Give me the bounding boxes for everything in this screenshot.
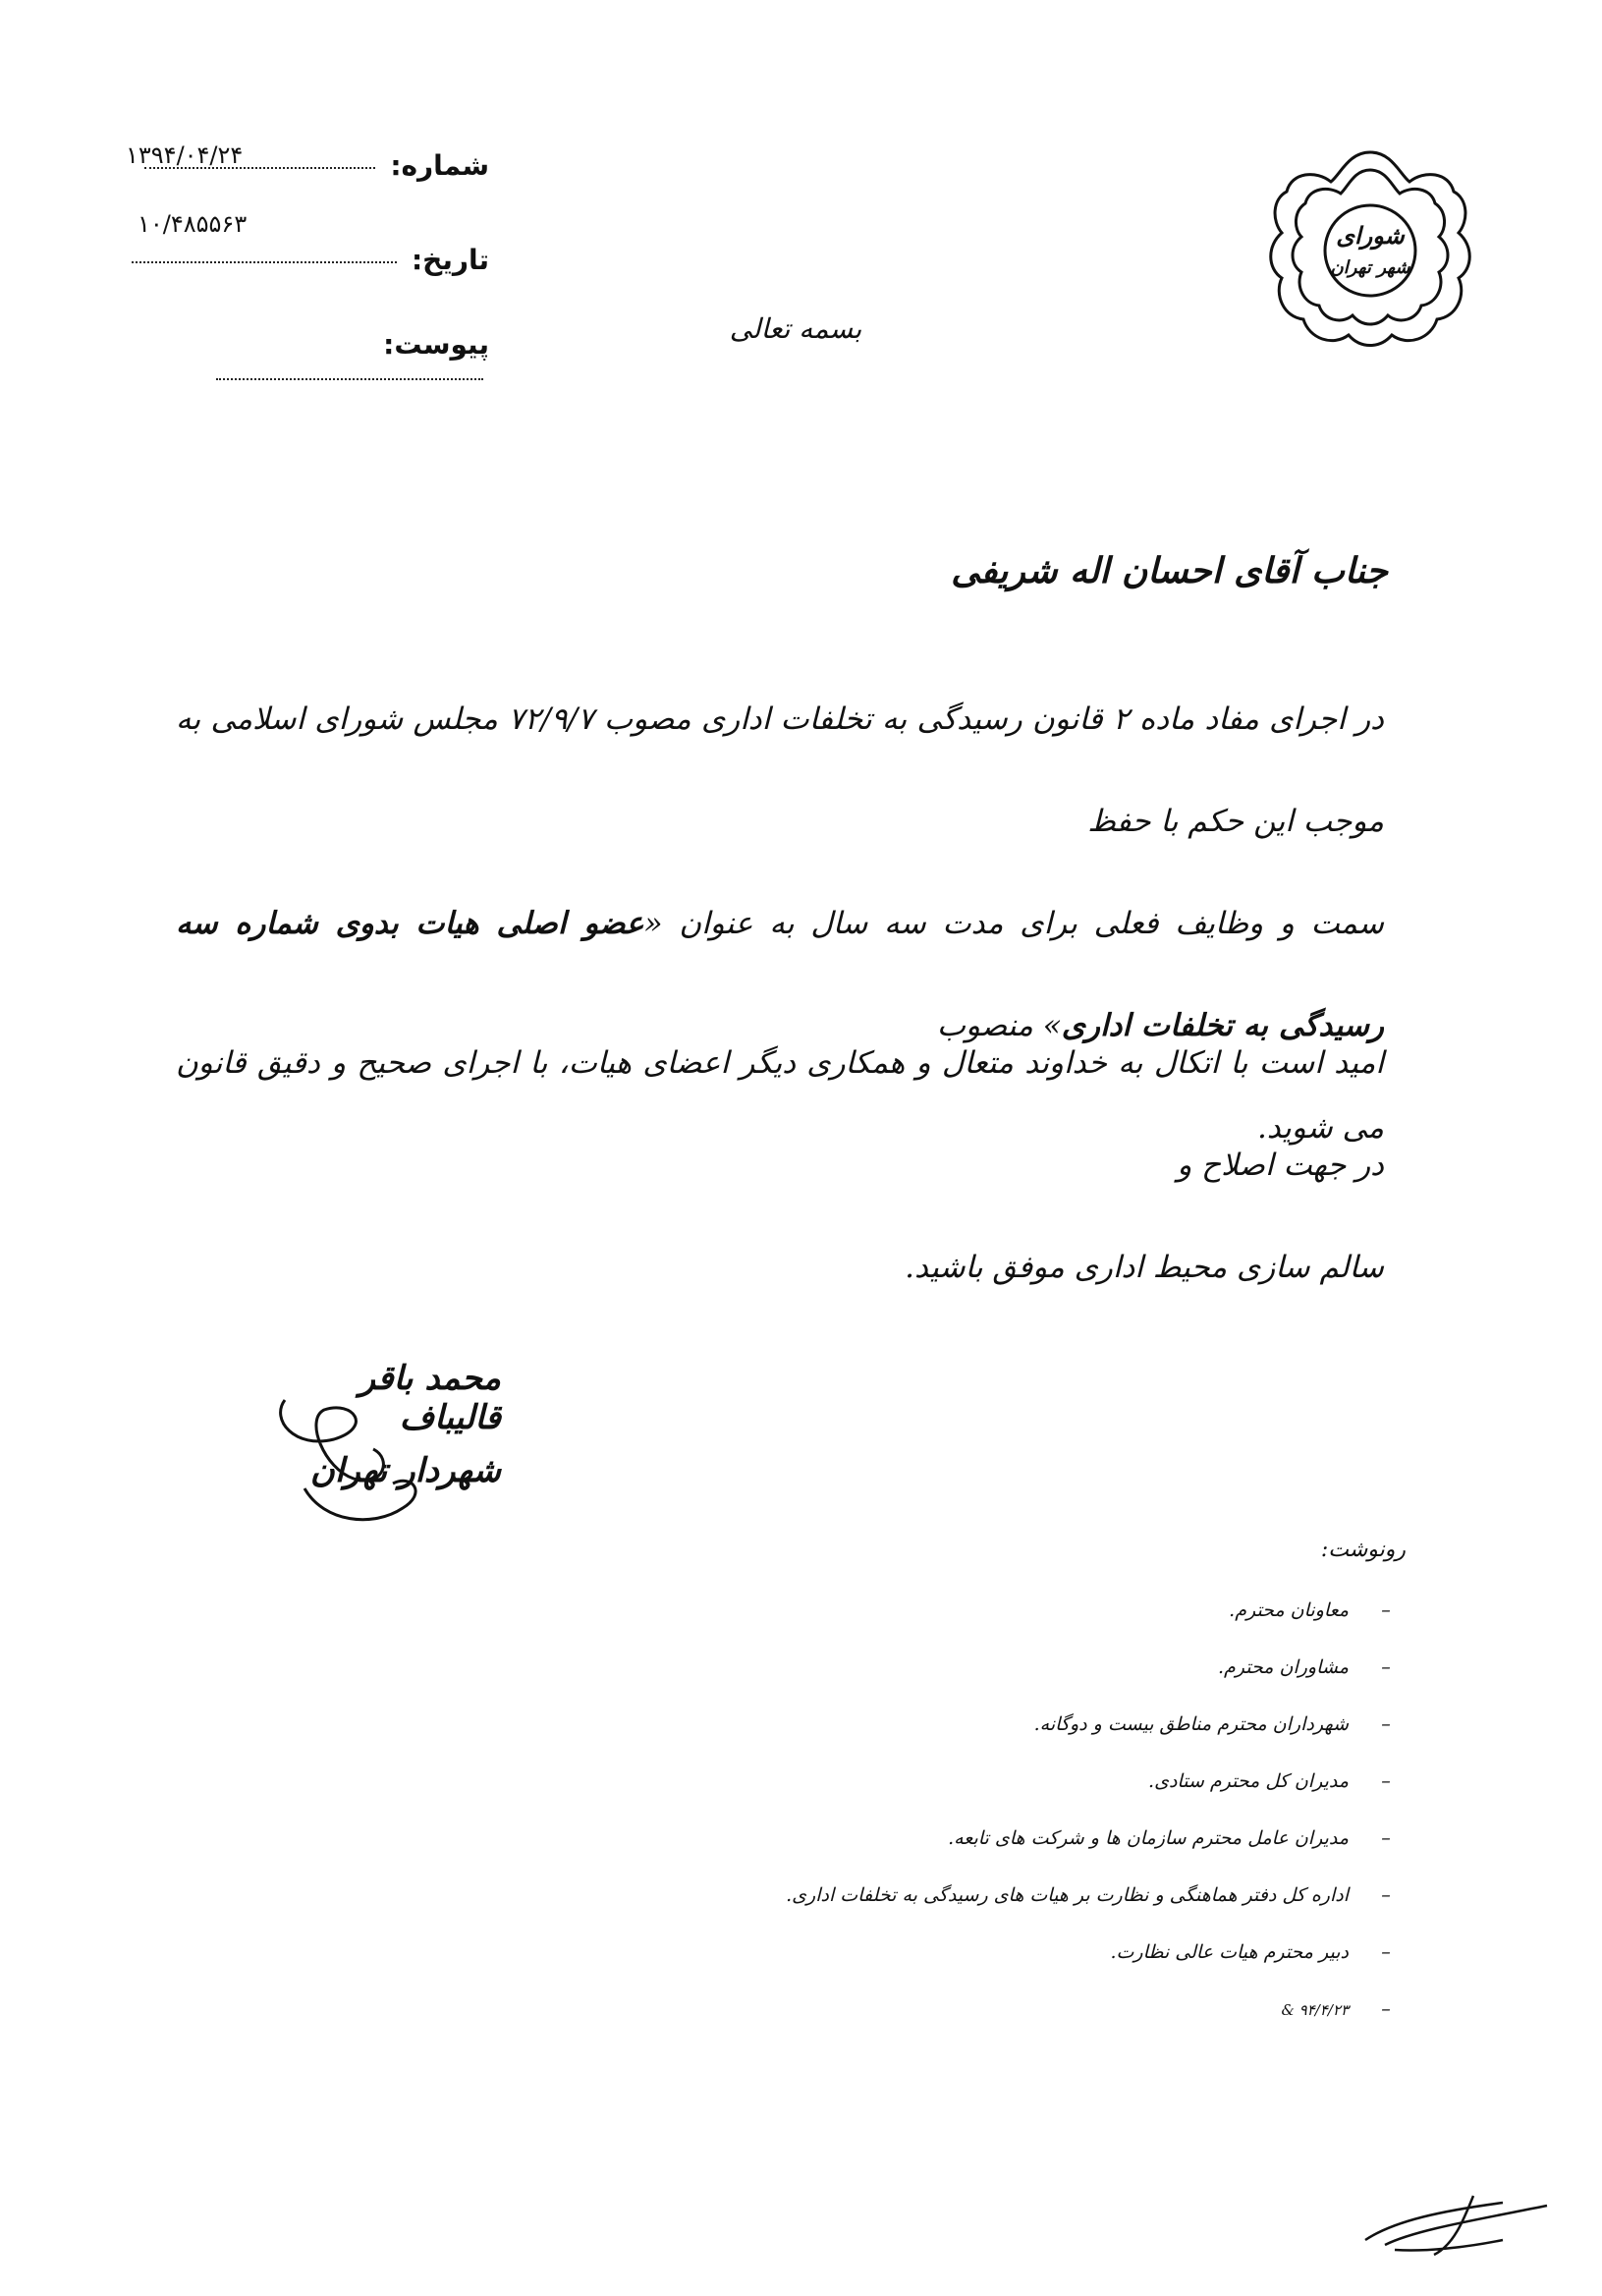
cc-item-text: اداره کل دفتر هماهنگی و نظارت بر هیات های رسیدگی به تخلفات اداری. xyxy=(786,1884,1349,1906)
number-field xyxy=(116,141,489,182)
body-line: می شوید. xyxy=(1256,1110,1384,1146)
body-line: سالم سازی محیط اداری موفق باشید. xyxy=(905,1250,1384,1285)
cc-dash: – xyxy=(1381,1827,1391,1849)
logo-text-1: شورای xyxy=(1336,221,1405,250)
cc-item-text: مدیران عامل محترم سازمان ها و شرکت های تابعه. xyxy=(948,1827,1349,1849)
cc-dash: – xyxy=(1381,1656,1391,1678)
signature-name: محمد باقر قالیباف xyxy=(359,1359,501,1437)
body-emphasis: عضو اصلی هیات بدوی شماره سه رسیدگی به تخلفات اداری xyxy=(176,906,1384,1043)
cc-dash: – xyxy=(1381,1884,1391,1906)
date-value: ۱۰/۴۸۵۵۶۳ xyxy=(138,210,248,238)
cc-item-text: شهرداران محترم مناطق بیست و دوگانه. xyxy=(1033,1713,1349,1735)
body-paragraph-2 xyxy=(176,1012,1384,1318)
initials-scribble xyxy=(1355,2191,1562,2260)
cc-list xyxy=(512,1582,1396,2038)
cc-item xyxy=(512,1810,1396,1867)
cc-item xyxy=(512,1753,1396,1810)
body-text: سمت و وظایف فعلی برای مدت سه سال به عنوان « xyxy=(643,906,1384,941)
number-label: شماره: xyxy=(390,149,489,182)
cc-item-text: دبیر محترم هیات عالی نظارت. xyxy=(1110,1941,1349,1963)
cc-item xyxy=(512,1582,1396,1639)
date-field xyxy=(116,210,489,276)
body-line: امید است با اتکال به خداوند متعال و همکاری دیگر اعضای هیات، با اجرای صحیح و دقیق قانون در جهت اصلاح و xyxy=(176,1045,1384,1183)
cc-item xyxy=(512,1867,1396,1924)
attachment-label: پیوست: xyxy=(383,328,489,361)
cc-item xyxy=(512,1981,1396,2038)
signature-block xyxy=(265,1341,501,1538)
cc-dash: – xyxy=(1381,1599,1391,1621)
council-logo xyxy=(1247,138,1493,364)
bismillah: بسمه تعالی xyxy=(729,312,862,345)
date-label: تاریخ: xyxy=(411,244,489,276)
cc-dash: – xyxy=(1381,1770,1391,1792)
cc-item xyxy=(512,1639,1396,1696)
cc-item-text: مدیران کل محترم ستادی. xyxy=(1148,1770,1349,1792)
cc-dash: – xyxy=(1381,1998,1391,2020)
body-line: در اجرای مفاد ماده ۲ قانون رسیدگی به تخلفات اداری مصوب ۷۲/۹/۷ مجلس شورای اسلامی به موجب این حکم با حفظ xyxy=(176,701,1384,839)
attachment-field xyxy=(116,328,489,393)
body-text: » منصوب xyxy=(936,1008,1062,1043)
cc-item-text: مشاوران محترم. xyxy=(1218,1656,1349,1678)
logo-text-2: شهر تهران xyxy=(1330,257,1410,278)
number-value: ۱۳۹۴/۰۴/۲۴ xyxy=(126,141,244,169)
cc-item-text: معاونان محترم. xyxy=(1229,1599,1349,1621)
cc-item xyxy=(512,1924,1396,1981)
signature-scribble xyxy=(265,1341,501,1538)
date-dotted-line xyxy=(132,260,397,263)
cc-dash: – xyxy=(1381,1713,1391,1735)
cc-item xyxy=(512,1696,1396,1753)
cc-dash: – xyxy=(1381,1941,1391,1963)
salutation: جناب آقای احسان اله شریفی xyxy=(951,550,1388,591)
signature-title: شهردار تهران xyxy=(309,1451,501,1490)
attachment-dotted-line xyxy=(216,377,483,380)
cc-title: رونوشت: xyxy=(1320,1538,1406,1562)
cc-item-text: ۹۴/۴/۲۳ & xyxy=(1281,2001,1349,2019)
